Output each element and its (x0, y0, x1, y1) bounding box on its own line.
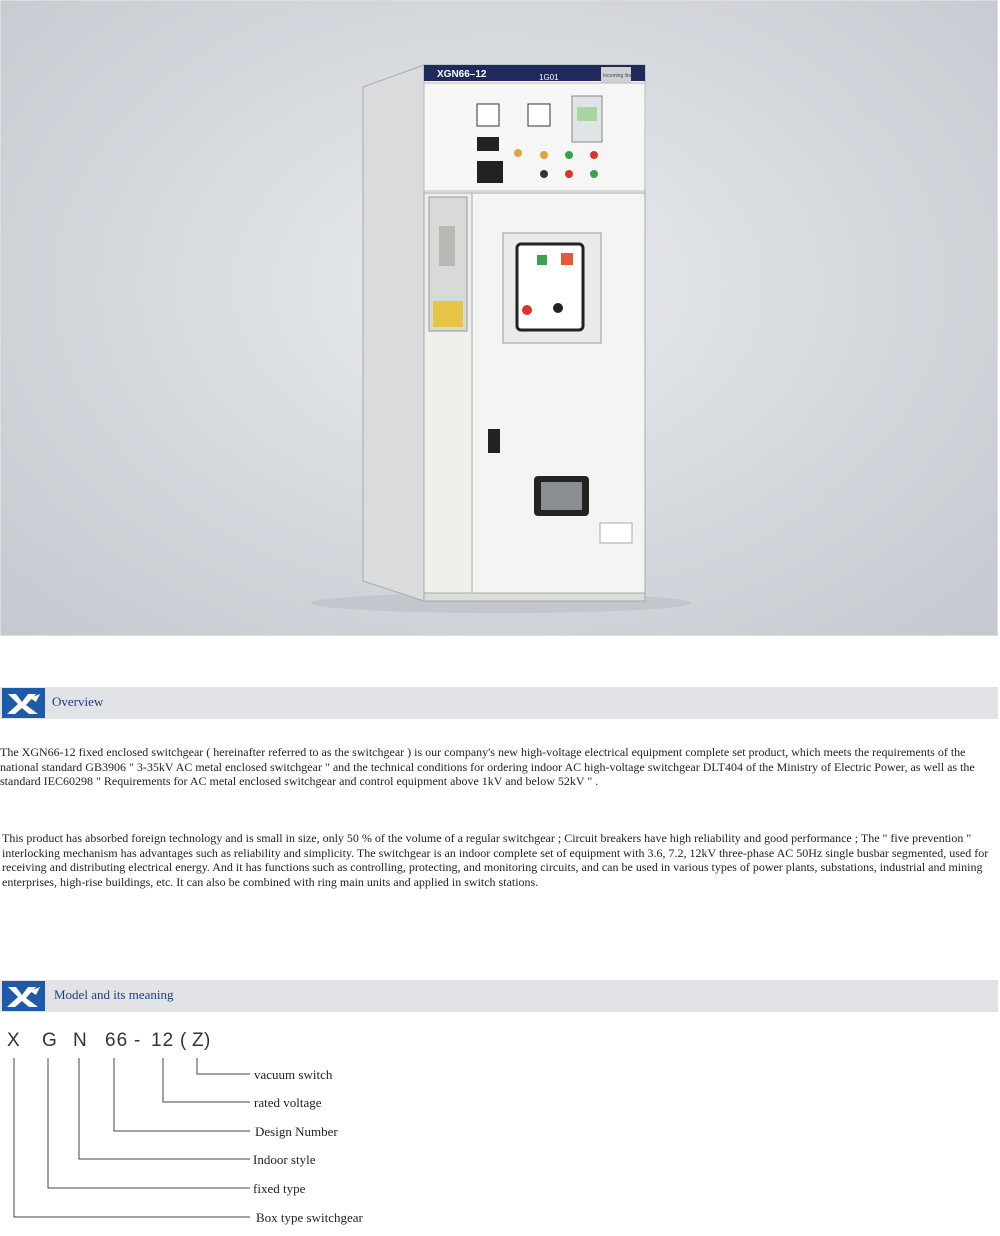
connector-lines (0, 1030, 400, 1236)
model-section-header (0, 980, 998, 1012)
cabinet-model-label: XGN66–12 (437, 69, 487, 80)
code-part-x: X (7, 1030, 21, 1051)
meaning-design-number: Design Number (255, 1124, 338, 1139)
cabinet-tag-label: Incoming line (603, 73, 633, 79)
meaning-fixed-type: fixed type (253, 1181, 306, 1196)
meaning-box-type-switchgear: Box type switchgear (256, 1210, 363, 1225)
overview-title: Overview (52, 694, 104, 709)
company-logo-icon (2, 688, 45, 718)
overview-paragraph-2: This product has absorbed foreign technology and is small in size, only 50 % of the volume of a regular switchgear ; Circuit breakers have high reliability and good performance ; The " five prevention " interlocking mechanism has advantages such as reliability and simplicity. The switchgear is an indoor complete set of equipment with 3.6, 7.2, 12kV three-phase AC 50Hz single busbar segmented, used for receiving and distributing electrical energy. And it has functions such as controlling, protecting, and monitoring circuits, and can be used in various types of power plants, substations, industrial and mining enterprises, high-rise buildings, etc. It can also be combined with ring main units and applied in switch stations. (2, 831, 989, 889)
model-code-diagram (0, 1030, 1000, 1236)
switchgear-cabinet-illustration (1, 1, 999, 637)
meaning-indoor-style: Indoor style (253, 1152, 316, 1167)
cabinet-id-label: 1G01 (539, 73, 559, 82)
meaning-rated-voltage: rated voltage (254, 1095, 322, 1110)
code-part-n: N (73, 1030, 88, 1051)
code-part-66: 66 (105, 1030, 129, 1051)
code-part-close-paren: ) (204, 1030, 212, 1051)
overview-section-header (0, 687, 998, 719)
company-logo-icon (2, 981, 45, 1011)
overview-paragraph-1: The XGN66-12 fixed enclosed switchgear ( hereinafter referred to as the switchgear ) is our company's new high-voltage electrical equipment complete set product, which meets the requirements of the national standard GB3906 " 3-35kV AC metal enclosed switchgear " and the technical conditions for ordering indoor AC high-voltage switchgear DLT404 of the Ministry of Electric Power, as well as the standard IEC60298 " Requirements for AC metal enclosed switchgear and control equipment above 1kV and below 52kV " . (0, 745, 975, 789)
code-part-g: G (42, 1030, 58, 1051)
code-part-z: Z (192, 1030, 205, 1051)
code-part-open-paren: ( (180, 1030, 188, 1051)
model-title: Model and its meaning (54, 987, 174, 1002)
code-part-12: 12 (151, 1030, 175, 1051)
meaning-vacuum-switch: vacuum switch (254, 1067, 333, 1082)
code-part-dash: - (134, 1030, 142, 1051)
